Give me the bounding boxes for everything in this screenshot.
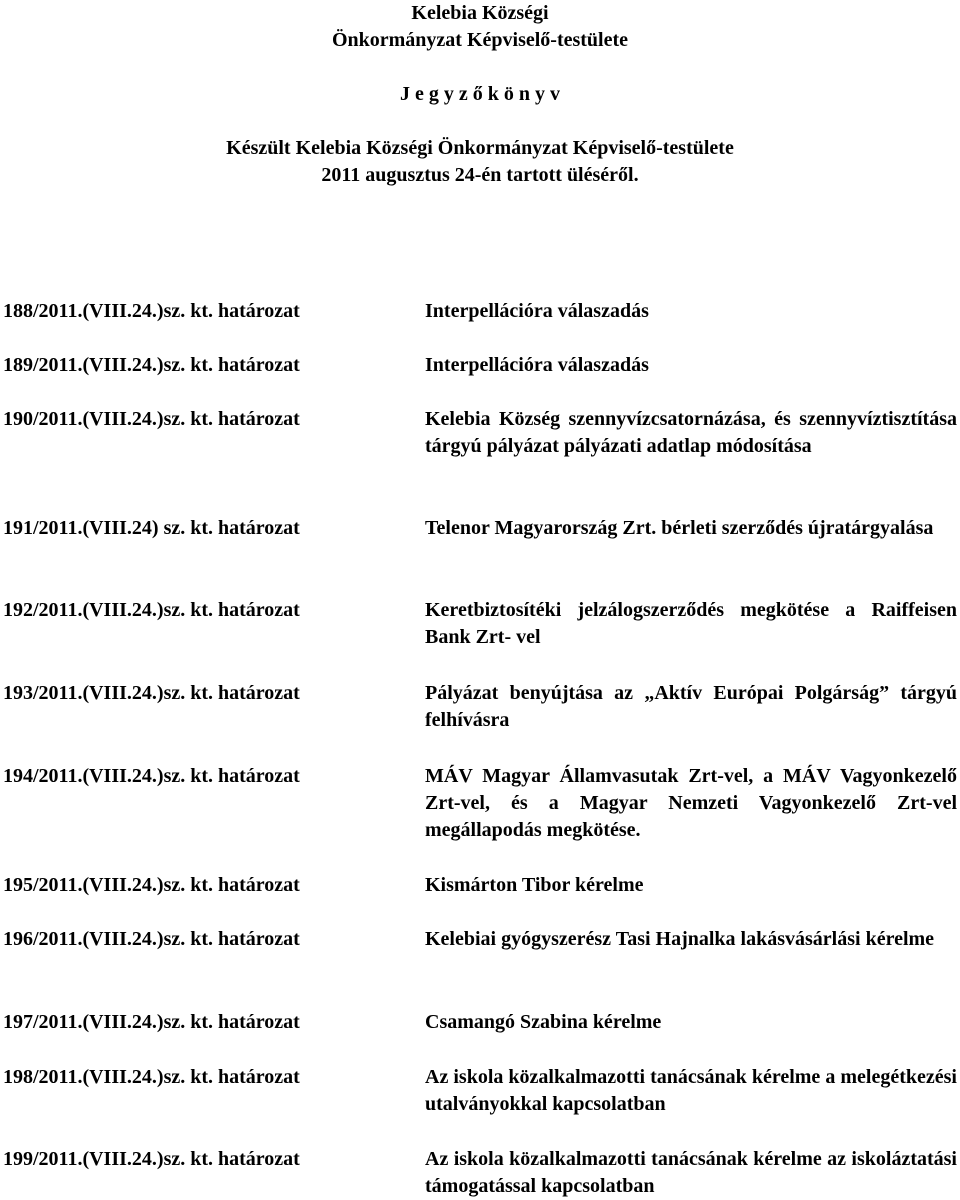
resolution-subject: Interpellációra válaszadás — [425, 354, 649, 376]
resolution-subject: Kelebiai gyógyszerész Tasi Hajnalka lakásvásárlási kérelme — [425, 928, 935, 950]
issuer-line-1: Kelebia Községi — [411, 2, 549, 24]
resolution-subject: Keretbiztosítéki jelzálogszerződés megkötése a Raiffeisen Bank Zrt- vel — [425, 599, 957, 648]
resolution-ref: 194/2011.(VIII.24.)sz. kt. határozat — [3, 765, 300, 787]
resolution-subject: Kelebia Község szennyvízcsatornázása, és szennyvíztisztítása tárgyú pályázat pályázati adatlap módosítása — [425, 408, 957, 457]
resolution-ref: 190/2011.(VIII.24.)sz. kt. határozat — [3, 408, 300, 430]
resolution-ref: 196/2011.(VIII.24.)sz. kt. határozat — [3, 928, 300, 950]
resolution-ref: 197/2011.(VIII.24.)sz. kt. határozat — [3, 1011, 300, 1033]
document-header — [0, 0, 960, 189]
resolution-ref: 195/2011.(VIII.24.)sz. kt. határozat — [3, 874, 300, 896]
resolution-subject: MÁV Magyar Államvasutak Zrt-vel, a MÁV Vagyonkezelő Zrt-vel, és a Magyar Nemzeti Vagyonkezelő Zrt-vel megállapodás megkötése. — [425, 765, 957, 841]
resolution-subject: Interpellációra válaszadás — [425, 300, 649, 322]
resolution-subject: Az iskola közalkalmazotti tanácsának kérelme a melegétkezési utalványokkal kapcsolatban — [425, 1066, 957, 1115]
resolution-ref: 199/2011.(VIII.24.)sz. kt. határozat — [3, 1148, 300, 1170]
resolution-subject: Csamangó Szabina kérelme — [425, 1011, 662, 1033]
resolution-subject: Telenor Magyarország Zrt. bérleti szerződés újratárgyalása — [425, 517, 934, 539]
resolution-subject: Az iskola közalkalmazotti tanácsának kérelme az iskoláztatási támogatással kapcsolatban — [425, 1148, 957, 1197]
resolution-ref: 192/2011.(VIII.24.)sz. kt. határozat — [3, 599, 300, 621]
document-title: J e g y z ő k ö n y v — [400, 83, 560, 105]
resolution-ref: 188/2011.(VIII.24.)sz. kt. határozat — [3, 300, 300, 322]
meeting-date-line: 2011 augusztus 24-én tartott üléséről. — [321, 164, 639, 186]
prepared-line: Készült Kelebia Községi Önkormányzat Képviselő-testülete — [226, 137, 734, 159]
resolution-ref: 191/2011.(VIII.24) sz. kt. határozat — [3, 517, 300, 539]
resolution-subject: Kismárton Tibor kérelme — [425, 874, 644, 896]
resolution-ref: 198/2011.(VIII.24.)sz. kt. határozat — [3, 1066, 300, 1088]
resolution-ref: 193/2011.(VIII.24.)sz. kt. határozat — [3, 682, 300, 704]
issuer-line-2: Önkormányzat Képviselő-testülete — [331, 29, 629, 51]
resolution-subject: Pályázat benyújtása az „Aktív Európai Polgárság” tárgyú felhívásra — [425, 682, 957, 731]
resolution-ref: 189/2011.(VIII.24.)sz. kt. határozat — [3, 354, 300, 376]
